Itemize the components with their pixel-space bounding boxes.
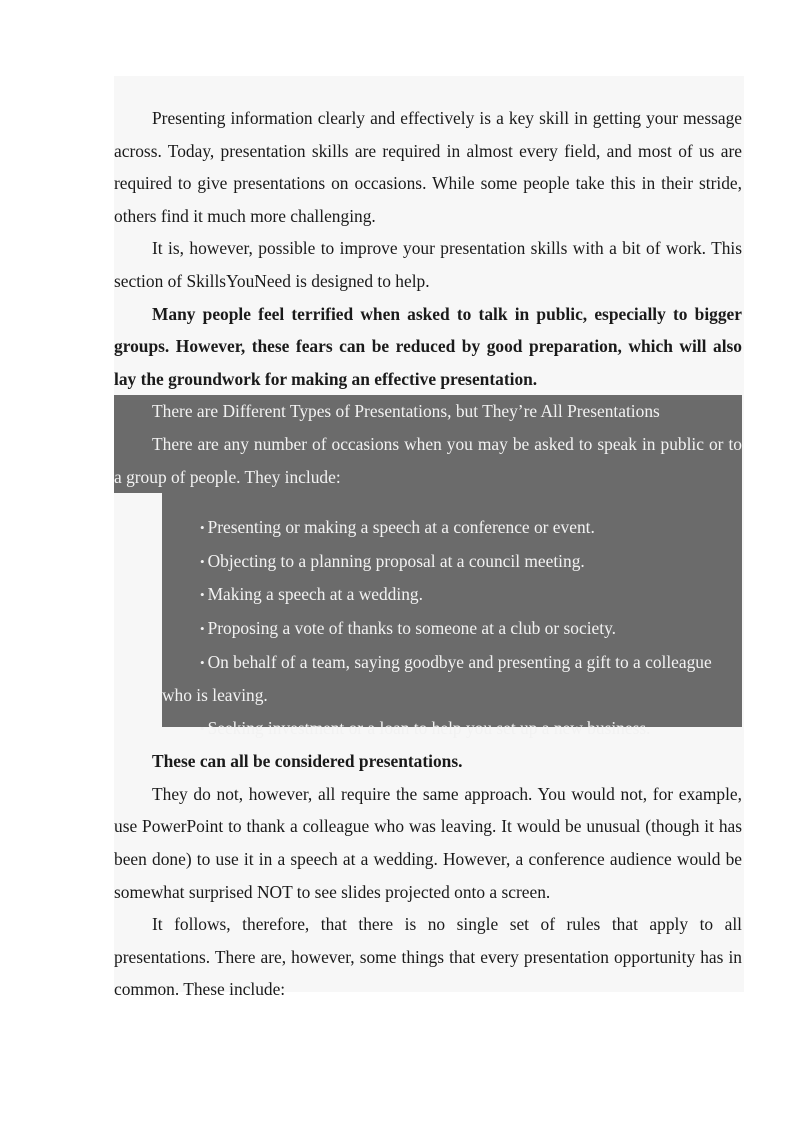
bullet-icon: • <box>200 654 205 670</box>
section-heading: There are Different Types of Presentations, but They’re All Presentations <box>152 401 660 422</box>
highlighted-section <box>114 395 742 745</box>
paragraph-fears: Many people feel terrified when asked to talk in public, especially to bigger groups. However, these fears can be reduced by good preparation, which will also lay the groundwork for making an effective presentation. <box>114 303 742 389</box>
list-item: • On behalf of a team, saying goodbye and presenting a gift to a colleague who is leaving. <box>162 651 712 706</box>
list-item: • Seeking investment or a loan to help you set up a new business. <box>200 717 651 738</box>
document-body <box>114 102 742 1006</box>
bullet-icon: • <box>200 720 205 736</box>
paragraph-approach: They do not, however, all require the same approach. You would not, for example, use PowerPoint to thank a colleague who was leaving. It would be unusual (though it has been done) to use it in a speech at a wedding. However, a conference audience would be somewhat surprised NOT to see slides projected onto a screen. <box>114 783 742 902</box>
paragraph-intro: Presenting information clearly and effectively is a key skill in getting your message across. Today, presentation skills are required in almost every field, and most of us are required to give presentations on occasions. While some people take this in their stride, others find it much more challenging. <box>114 108 742 226</box>
paragraph-considered: These can all be considered presentations. <box>152 751 463 772</box>
bullet-icon: • <box>200 620 205 636</box>
bullet-icon: • <box>200 520 205 536</box>
list-item: • Proposing a vote of thanks to someone at a club or society. <box>200 617 616 638</box>
section-intro: There are any number of occasions when you may be asked to speak in public or to a group of people. They include: <box>114 433 742 487</box>
list-item: • Presenting or making a speech at a conference or event. <box>200 517 595 538</box>
bullet-icon: • <box>200 587 205 603</box>
paragraph-rules: It follows, therefore, that there is no single set of rules that apply to all presentations. There are, however, some things that every presentation opportunity has in common. These include: <box>114 914 742 1000</box>
bullet-icon: • <box>200 553 205 569</box>
occasions-list <box>162 511 742 745</box>
list-item: • Objecting to a planning proposal at a council meeting. <box>200 550 585 571</box>
paragraph-improve: It is, however, possible to improve your presentation skills with a bit of work. This section of SkillsYouNeed is designed to help. <box>114 238 742 291</box>
list-item: • Making a speech at a wedding. <box>200 584 423 605</box>
